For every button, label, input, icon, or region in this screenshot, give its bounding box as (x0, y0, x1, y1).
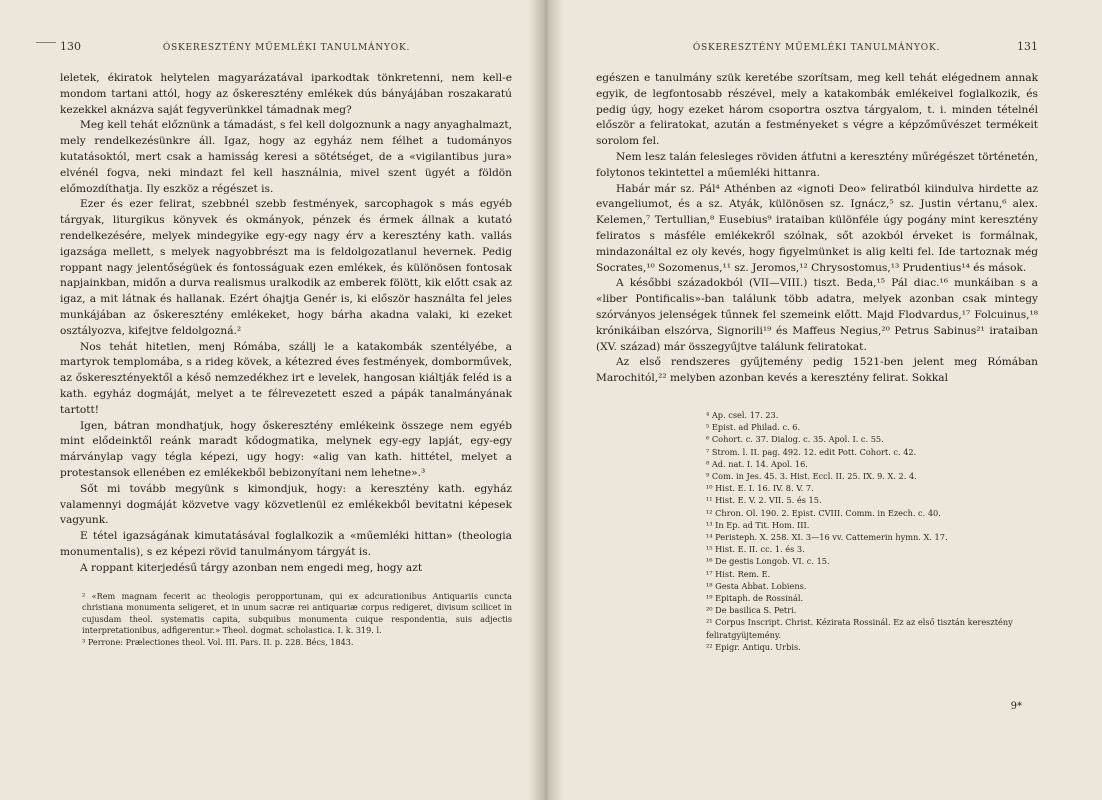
footnote: ¹¹ Hist. E. V. 2. VII. 5. és 15. (706, 495, 822, 506)
signature-mark: 9* (1010, 701, 1022, 712)
left-running-head: ÓSKERESZTÉNY MŰEMLÉKI TANULMÁNYOK. (162, 43, 411, 53)
footnote: ⁷ Strom. l. II. pag. 492. 12. edit Pott. Cohort. c. 42. (706, 446, 917, 457)
footnote: ⁶ Cohort. c. 37. Dialog. c. 35. Apol. I. c. 55. (706, 434, 884, 445)
left-page-number: 130 (60, 40, 81, 53)
footnote: ¹⁰ Hist. E. I. 16. IV. 8. V. 7. (706, 483, 814, 494)
right-running-head: ÓSKERESZTÉNY MŰEMLÉKI TANULMÁNYOK. (692, 43, 941, 53)
footnote: ¹⁴ Peristeph. X. 258. XI. 3—16 vv. Cattemerin hymn. X. 17. (706, 531, 948, 542)
paragraph: A későbbi századokból (VII—VIII.) tiszt. Beda,¹⁵ Pál diac.¹⁶ munkáiban s a «liber Pontificalis»-ban találunk több adatra, melyek azonban csak mintegy szórványos jelenségek tűnnek fel szemeink előtt. Majd Flodvardus,¹⁷ Folcuinus,¹⁸ krónikáiban elszórva, Signorili¹⁹ és Maffeus Negius,²⁰ Petrus Sabinus²¹ irataiban (XV. század) már összegyűjtve találunk feliratokat. (596, 277, 1038, 353)
footnote: ¹² Chron. Ol. 190. 2. Epist. CVIII. Comm. in Ezech. c. 40. (706, 507, 941, 518)
footnote: ⁵ Epist. ad Philad. c. 6. (706, 422, 801, 433)
footnote: ⁴ Ap. csel. 17. 23. (706, 409, 779, 420)
left-body-text (60, 71, 512, 577)
footnote: ¹³ In Ep. ad Tit. Hom. III. (706, 519, 810, 530)
footnote: ² «Rem magnam fecerit ac theologis peropportunam, qui ex adcurationibus Antiquariis cuncta christiana monumenta seligeret, et in unum sacræ rei antiquariæ corpus redigeret, divisum scilicet in cujusdam theol. systematis capita, subquibus monumenta cuique respondentia, suis adjectis interpretationibus, adfigerentur.» Theol. dogmat. scholastica. I. k. 319. l. (82, 590, 512, 636)
footnote: ²² Epigr. Antiqu. Urbis. (706, 641, 801, 652)
right-footnotes (596, 409, 1038, 653)
left-page (0, 0, 546, 800)
right-page-number: 131 (1016, 40, 1038, 53)
paragraph: Igen, bátran mondhatjuk, hogy őskeresztény emlékeink összege nem egyéb mint elődeinktől reánk maradt kődogmatika, melynek egy-egy lapját, egy-egy márványlap vagy tégla képezi, ugy hogy: «alig van kath. hittétel, melyet a protestansok ellenében ez emlékekből bebizonyítani nem lehetne».³ (60, 419, 512, 479)
footnote: ¹⁸ Gesta Abbat. Lobiens. (706, 580, 807, 591)
paragraph: Nos tehát hitetlen, menj Rómába, szállj le a katakombák szentélyébe, a martyrok templomába, s a rideg kövek, a kétezred éves festmények, domborművek, az őskeresztényektől a késő nemzedékhez irt e levelek, hangosan kiáltják feléd is a kath. egyház dogmáját, melyet a te félrevezetett eszed a pápák tanalmányának tartott! (60, 340, 512, 416)
footnote: ⁸ Ad. nat. I. 14. Apol. 16. (706, 458, 808, 469)
footnote: ¹⁵ Hist. E. II. cc. 1. és 3. (706, 544, 805, 555)
paragraph: leletek, ékiratok helytelen magyarázatával iparkodtak tönkretenni, nem kell-e mondom tartani attól, hogy az őskeresztény emlékek dús bányájában roszakaratú kezekkel aknázva saját fegyverünkkel támadnak meg? (60, 72, 512, 116)
paragraph: E tétel igazságának kimutatásával foglalkozik a «műemléki hittan» (theologia monumentalis), s ez képezi rövid tanulmányom tárgyát is. (60, 530, 512, 558)
footnote: ¹⁹ Epitaph. de Rossinál. (706, 592, 804, 603)
footnote: ²¹ Corpus Inscript. Christ. Kézirata Rossinál. Ez az első tisztán keresztény feliratgyüjtemény. (706, 617, 1013, 640)
right-body-text (596, 71, 1038, 387)
right-page-header (596, 40, 1038, 53)
footnote: ³ Perrone: Prælectiones theol. Vol. III. Pars. II. p. 228. Bécs, 1843. (82, 636, 354, 647)
paragraph: Ezer és ezer felirat, szebbnél szebb festmények, sarcophagok s más egyéb tárgyak, liturgikus könyvek és okmányok, pénzek és érmek állnak a kutató rendelkezésére, melyek mindegyike egy-egy nagy érv a keresztény kath. vallás igazsága mellett, s melyek nagyobbrészt ma is feldolgozatlanul hevernek. Pedig roppant nagy jelentőségüek és fontosságuak ezen emlékek, és különösen fontosak napjainkban, midőn a durva realismus uralkodik az emberek fölött, kik előtt csak az igaz, a mit látnak és hallanak. Ezért óhajtja Genér is, ki először használta fel jeles munkájában az őskeresztény emlékeket, hogy bárha akadna valaki, ki ezeket osztályozva, kifejtve feldolgozná.² (60, 198, 512, 337)
paragraph: Meg kell tehát előznünk a támadást, s fel kell dolgoznunk a nagy anyaghalmazt, mely rendelkezésünkre áll. Igaz, hogy az egyház nem félhet a tudományos kutatásoktól, mert csak a hamisság keresi a sötétséget, de a «vigilantibus jura» elvénél fogva, neki mindazt fel kell használnia, mivel szent ügyét a földön előmozdíthatja. Ily eszköz a régészet is. (60, 119, 512, 195)
right-page (546, 0, 1102, 800)
footnote: ⁹ Com. in Jes. 45. 3. Hist. Eccl. II. 25. IX. 9. X. 2. 4. (706, 470, 917, 481)
footnote: ¹⁶ De gestis Longob. VI. c. 15. (706, 556, 830, 567)
paragraph: Nem lesz talán felesleges röviden átfutni a keresztény műrégészet történetén, folytonos tekintettel a műemléki hittanra. (596, 150, 1038, 179)
left-footnotes (60, 591, 512, 649)
footnote: ²⁰ De basilica S. Petri. (706, 605, 797, 616)
margin-rule (36, 42, 56, 43)
left-page-header (60, 40, 512, 53)
paragraph: Sőt mi tovább megyünk s kimondjuk, hogy: a keresztény kath. egyház valamennyi dogmáját közvetve vagy közvetlenül ez emlékekből bevitatni képesek vagyunk. (60, 482, 512, 527)
paragraph: Az első rendszeres gyűjtemény pedig 1521-ben jelent meg Rómában Marochitól,²² melyben azonban kevés a keresztény felirat. Sokkal (596, 356, 1038, 385)
paragraph: egészen e tanulmány szük keretébe szorítsam, meg kell tehát elégednem annak egyik, de legfontosabb részével, mely a katakombák emlékeivel foglalkozik, és pedig úgy, hogy ezeket három csoportra osztva tárgyalom, t. i. minden tételnél először a feliratokat, azután a festményeket s végre a képzőművészet termékeit sorolom fel. (596, 72, 1038, 148)
paragraph: A roppant kiterjedésű tárgy azonban nem engedi meg, hogy azt (80, 561, 423, 574)
paragraph: Habár már sz. Pál⁴ Athénben az «ignoti Deo» feliratból kiindulva hirdette az evangeliumot, és a sz. Atyák, különösen sz. Ignácz,⁵ sz. Justin vértanu,⁶ alex. Kelemen,⁷ Tertullian,⁸ Eusebius⁹ irataiban különféle úgy pogány mint keresztény feliratos s másféle emlékekről szólnak, sőt azokból érveket is formálnak, mindazonáltal ez oly kevés, hogy figyelmünket is alig kelti fel. Ide tartoznak még Socrates,¹⁰ Sozomenus,¹¹ sz. Jeromos,¹² Chrysostomus,¹³ Prudentius¹⁴ és mások. (596, 182, 1038, 274)
footnote: ¹⁷ Hist. Rem. E. (706, 568, 771, 579)
